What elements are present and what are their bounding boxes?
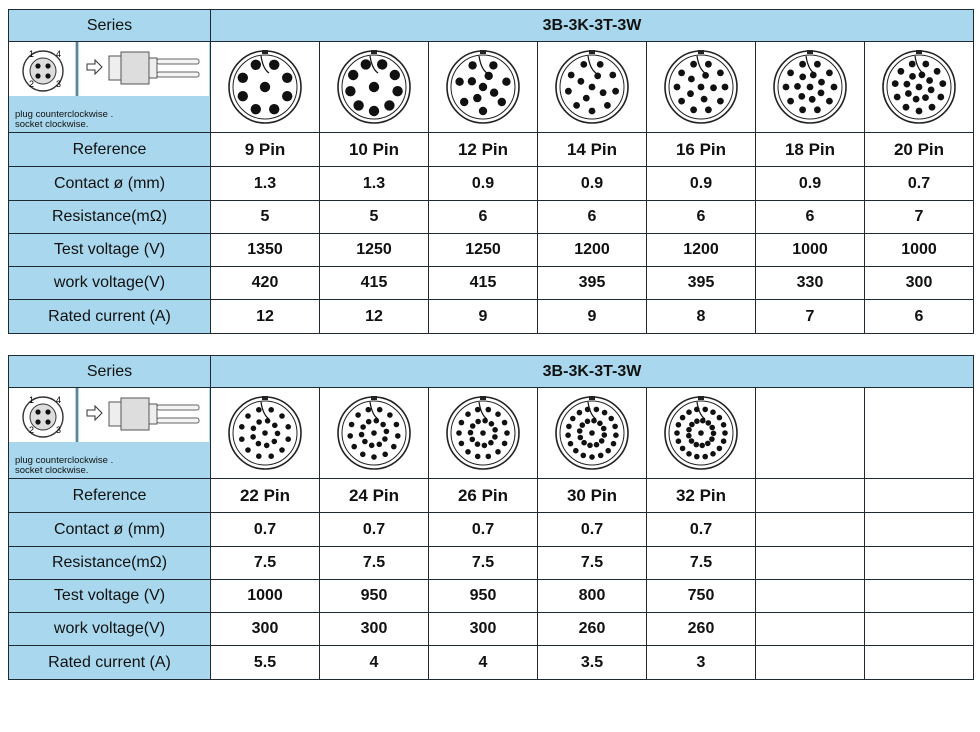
- row-label: Rated current (A): [9, 300, 211, 334]
- pin-number-label: 1: [29, 395, 35, 405]
- spec-value-cell: 7: [756, 300, 865, 334]
- pin-number-label: 3: [56, 425, 62, 435]
- spec-value-cell: 7.5: [211, 547, 320, 580]
- spec-value-cell: [756, 580, 865, 613]
- rotation-note-line: socket clockwise.: [15, 119, 89, 130]
- spec-value-cell: 0.7: [538, 513, 647, 547]
- connector-image-cell: [211, 388, 320, 479]
- pin-count-cell: 10 Pin: [320, 133, 429, 167]
- pin-count-cell: 30 Pin: [538, 479, 647, 513]
- spec-value-cell: 420: [211, 267, 320, 300]
- spec-value-cell: 6: [647, 201, 756, 234]
- reference-label: Reference: [9, 479, 211, 513]
- row-label: work voltage(V): [9, 267, 211, 300]
- spec-value-cell: 800: [538, 580, 647, 613]
- spec-value-cell: 4: [429, 646, 538, 680]
- row-label: work voltage(V): [9, 613, 211, 646]
- spec-value-cell: 750: [647, 580, 756, 613]
- spec-value-cell: 395: [538, 267, 647, 300]
- connector-face-icon: [334, 47, 414, 127]
- spec-value-cell: 5: [211, 201, 320, 234]
- connector-face-icon: [770, 47, 850, 127]
- row-label: Contact ø (mm): [9, 167, 211, 201]
- connector-face-icon: [552, 47, 632, 127]
- rotation-note-line: socket clockwise.: [15, 465, 89, 476]
- connector-face-icon: [661, 47, 741, 127]
- row-label: Resistance(mΩ): [9, 547, 211, 580]
- series-value: 3B-3K-3T-3W: [211, 356, 974, 388]
- spec-value-cell: 6: [865, 300, 974, 334]
- connector-image-cell: [429, 42, 538, 133]
- pin-count-cell: 20 Pin: [865, 133, 974, 167]
- spec-value-cell: 415: [429, 267, 538, 300]
- table-row: [9, 234, 974, 267]
- spec-value-cell: [865, 513, 974, 547]
- spec-value-cell: 7.5: [429, 547, 538, 580]
- connector-image-cell: [320, 388, 429, 479]
- spec-value-cell: [865, 580, 974, 613]
- connector-face-icon: [225, 47, 305, 127]
- spec-value-cell: 260: [538, 613, 647, 646]
- reference-label: Reference: [9, 133, 211, 167]
- spec-value-cell: 1200: [647, 234, 756, 267]
- plug-socket-diagram: [9, 388, 211, 479]
- connector-image-cell: [647, 42, 756, 133]
- pin-count-cell: 26 Pin: [429, 479, 538, 513]
- rotation-note: [15, 456, 113, 476]
- connector-image-cell: [429, 388, 538, 479]
- connector-face-icon: [225, 393, 305, 473]
- spec-value-cell: 0.9: [429, 167, 538, 201]
- spec-value-cell: 4: [320, 646, 429, 680]
- pin-count-cell: [756, 479, 865, 513]
- pin-count-cell: 24 Pin: [320, 479, 429, 513]
- spec-value-cell: 300: [320, 613, 429, 646]
- spec-value-cell: 1000: [756, 234, 865, 267]
- spec-value-cell: 9: [429, 300, 538, 334]
- row-label: Resistance(mΩ): [9, 201, 211, 234]
- pin-count-cell: 22 Pin: [211, 479, 320, 513]
- connector-image-cell: [756, 388, 865, 479]
- connector-image-cell: [647, 388, 756, 479]
- connector-face-icon: [443, 47, 523, 127]
- series-value: 3B-3K-3T-3W: [211, 10, 974, 42]
- connector-image-cell: [865, 42, 974, 133]
- spec-value-cell: 7.5: [320, 547, 429, 580]
- row-label: Rated current (A): [9, 646, 211, 680]
- table-row: [9, 613, 974, 646]
- spec-value-cell: [756, 513, 865, 547]
- table-row: [9, 547, 974, 580]
- spec-value-cell: 12: [211, 300, 320, 334]
- spec-value-cell: [756, 646, 865, 680]
- row-label: Test voltage (V): [9, 234, 211, 267]
- spec-value-cell: 1000: [865, 234, 974, 267]
- spec-value-cell: [756, 613, 865, 646]
- connector-image-cell: [756, 42, 865, 133]
- row-label: Contact ø (mm): [9, 513, 211, 547]
- spec-value-cell: 1250: [320, 234, 429, 267]
- pin-number-label: 2: [29, 425, 35, 435]
- rotation-note: [15, 110, 113, 130]
- spec-value-cell: 0.9: [756, 167, 865, 201]
- spec-value-cell: 5: [320, 201, 429, 234]
- spec-value-cell: 0.7: [429, 513, 538, 547]
- spec-value-cell: 260: [647, 613, 756, 646]
- spec-value-cell: 1350: [211, 234, 320, 267]
- spec-value-cell: 330: [756, 267, 865, 300]
- rotation-note-line: plug counterclockwise .: [15, 109, 114, 120]
- spec-value-cell: 300: [429, 613, 538, 646]
- plug-socket-diagram-icon: [9, 388, 209, 450]
- pin-count-cell: 32 Pin: [647, 479, 756, 513]
- spec-value-cell: 0.9: [647, 167, 756, 201]
- table-row: [9, 267, 974, 300]
- table-row: [9, 646, 974, 680]
- spec-value-cell: 950: [320, 580, 429, 613]
- pin-count-cell: 16 Pin: [647, 133, 756, 167]
- spec-value-cell: 300: [865, 267, 974, 300]
- connector-face-icon: [661, 393, 741, 473]
- pin-count-cell: 18 Pin: [756, 133, 865, 167]
- spec-value-cell: 415: [320, 267, 429, 300]
- spec-value-cell: 3.5: [538, 646, 647, 680]
- connector-image-cell: [211, 42, 320, 133]
- spec-value-cell: [756, 547, 865, 580]
- spec-table: [8, 9, 974, 334]
- spec-value-cell: 6: [538, 201, 647, 234]
- table-row: [9, 167, 974, 201]
- pin-number-label: 2: [29, 79, 35, 89]
- connector-face-icon: [334, 393, 414, 473]
- table-row: [9, 201, 974, 234]
- spec-value-cell: [865, 547, 974, 580]
- spec-value-cell: 1000: [211, 580, 320, 613]
- pin-count-cell: 14 Pin: [538, 133, 647, 167]
- table-row: [9, 580, 974, 613]
- spec-value-cell: 12: [320, 300, 429, 334]
- connector-image-cell: [865, 388, 974, 479]
- connector-image-cell: [320, 42, 429, 133]
- spec-table: [8, 355, 974, 680]
- spec-value-cell: [865, 646, 974, 680]
- spec-value-cell: 6: [756, 201, 865, 234]
- plug-socket-diagram: [9, 42, 211, 133]
- spec-value-cell: 0.9: [538, 167, 647, 201]
- spec-value-cell: 1250: [429, 234, 538, 267]
- spec-value-cell: [865, 613, 974, 646]
- spec-value-cell: 1.3: [320, 167, 429, 201]
- rotation-note-line: plug counterclockwise .: [15, 455, 114, 466]
- spec-value-cell: 0.7: [647, 513, 756, 547]
- plug-socket-diagram-icon: [9, 42, 209, 104]
- spec-value-cell: 395: [647, 267, 756, 300]
- spec-value-cell: 3: [647, 646, 756, 680]
- pin-count-cell: 9 Pin: [211, 133, 320, 167]
- spec-value-cell: 6: [429, 201, 538, 234]
- spec-value-cell: 1200: [538, 234, 647, 267]
- connector-face-icon: [443, 393, 523, 473]
- spec-value-cell: 7.5: [647, 547, 756, 580]
- connector-face-icon: [879, 47, 959, 127]
- row-label: Test voltage (V): [9, 580, 211, 613]
- spec-value-cell: 5.5: [211, 646, 320, 680]
- connector-face-icon: [552, 393, 632, 473]
- spec-value-cell: 0.7: [211, 513, 320, 547]
- table-row: [9, 513, 974, 547]
- spec-value-cell: 1.3: [211, 167, 320, 201]
- spec-value-cell: 0.7: [865, 167, 974, 201]
- pin-number-label: 4: [56, 395, 62, 405]
- spec-value-cell: 7: [865, 201, 974, 234]
- spec-value-cell: 0.7: [320, 513, 429, 547]
- pin-number-label: 3: [56, 79, 62, 89]
- spec-value-cell: 7.5: [538, 547, 647, 580]
- connector-image-cell: [538, 388, 647, 479]
- series-label: Series: [9, 10, 211, 42]
- spec-value-cell: 9: [538, 300, 647, 334]
- spec-value-cell: 300: [211, 613, 320, 646]
- pin-count-cell: 12 Pin: [429, 133, 538, 167]
- table-row: [9, 300, 974, 334]
- spec-value-cell: 950: [429, 580, 538, 613]
- pin-number-label: 4: [56, 49, 62, 59]
- connector-image-cell: [538, 42, 647, 133]
- pin-number-label: 1: [29, 49, 35, 59]
- series-label: Series: [9, 356, 211, 388]
- spec-value-cell: 8: [647, 300, 756, 334]
- pin-count-cell: [865, 479, 974, 513]
